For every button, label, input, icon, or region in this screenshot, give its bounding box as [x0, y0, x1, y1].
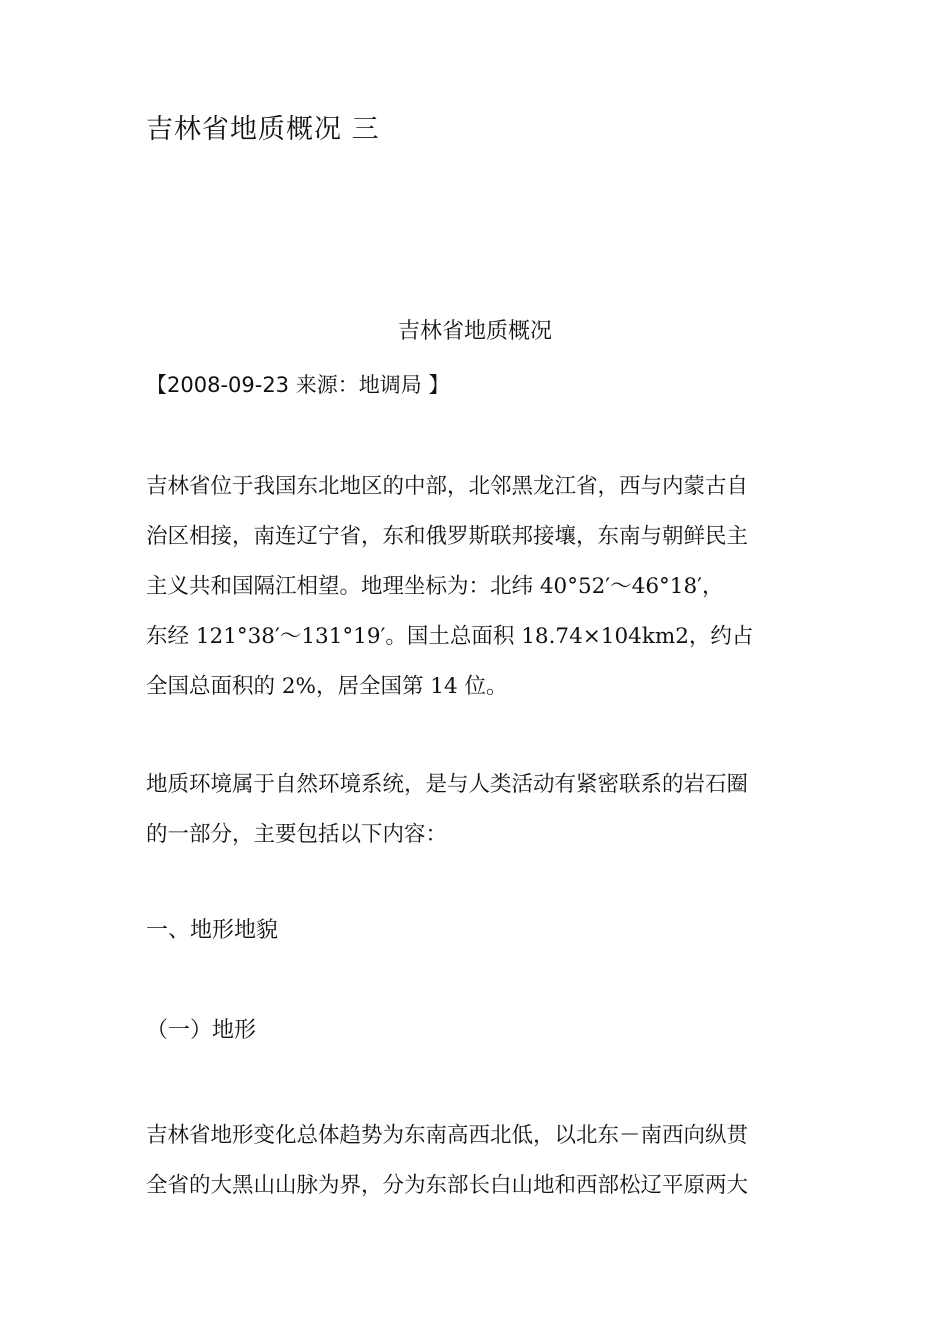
paragraph-line: 的一部分，主要包括以下内容：: [146, 822, 448, 847]
paragraph-line: 治区相接，南连辽宁省，东和俄罗斯联邦接壤，东南与朝鲜民主: [146, 524, 749, 549]
paragraph-terrain: [146, 1111, 814, 1211]
paragraph-line: 全省的大黑山山脉为界，分为东部长白山地和西部松辽平原两大: [146, 1173, 749, 1198]
subsection-heading: （一）地形: [146, 1018, 257, 1043]
paragraph-line: 主义共和国隔江相望。地理坐标为：北纬 40°52′～46°18′，: [146, 574, 724, 599]
paragraph-location: [146, 462, 814, 712]
paragraph-geology-environment: [146, 760, 814, 860]
paragraph-line: 吉林省地形变化总体趋势为东南高西北低，以北东－南西向纵贯: [146, 1123, 749, 1148]
paragraph-line: 吉林省位于我国东北地区的中部，北邻黑龙江省，西与内蒙古自: [146, 474, 749, 499]
paragraph-line: 地质环境属于自然环境系统，是与人类活动有紧密联系的岩石圈: [146, 772, 749, 797]
paragraph-line: 东经 121°38′～131°19′。国土总面积 18.74×104km2，约占: [146, 624, 754, 649]
section-heading: 一、地形地貌: [146, 918, 279, 943]
document-title: 吉林省地质概况 三: [146, 114, 380, 145]
article-heading: 吉林省地质概况: [397, 319, 552, 344]
article-meta: 【2008-09-23 来源：地调局 】: [146, 373, 450, 397]
paragraph-line: 全国总面积的 2%，居全国第 14 位。: [146, 674, 508, 699]
